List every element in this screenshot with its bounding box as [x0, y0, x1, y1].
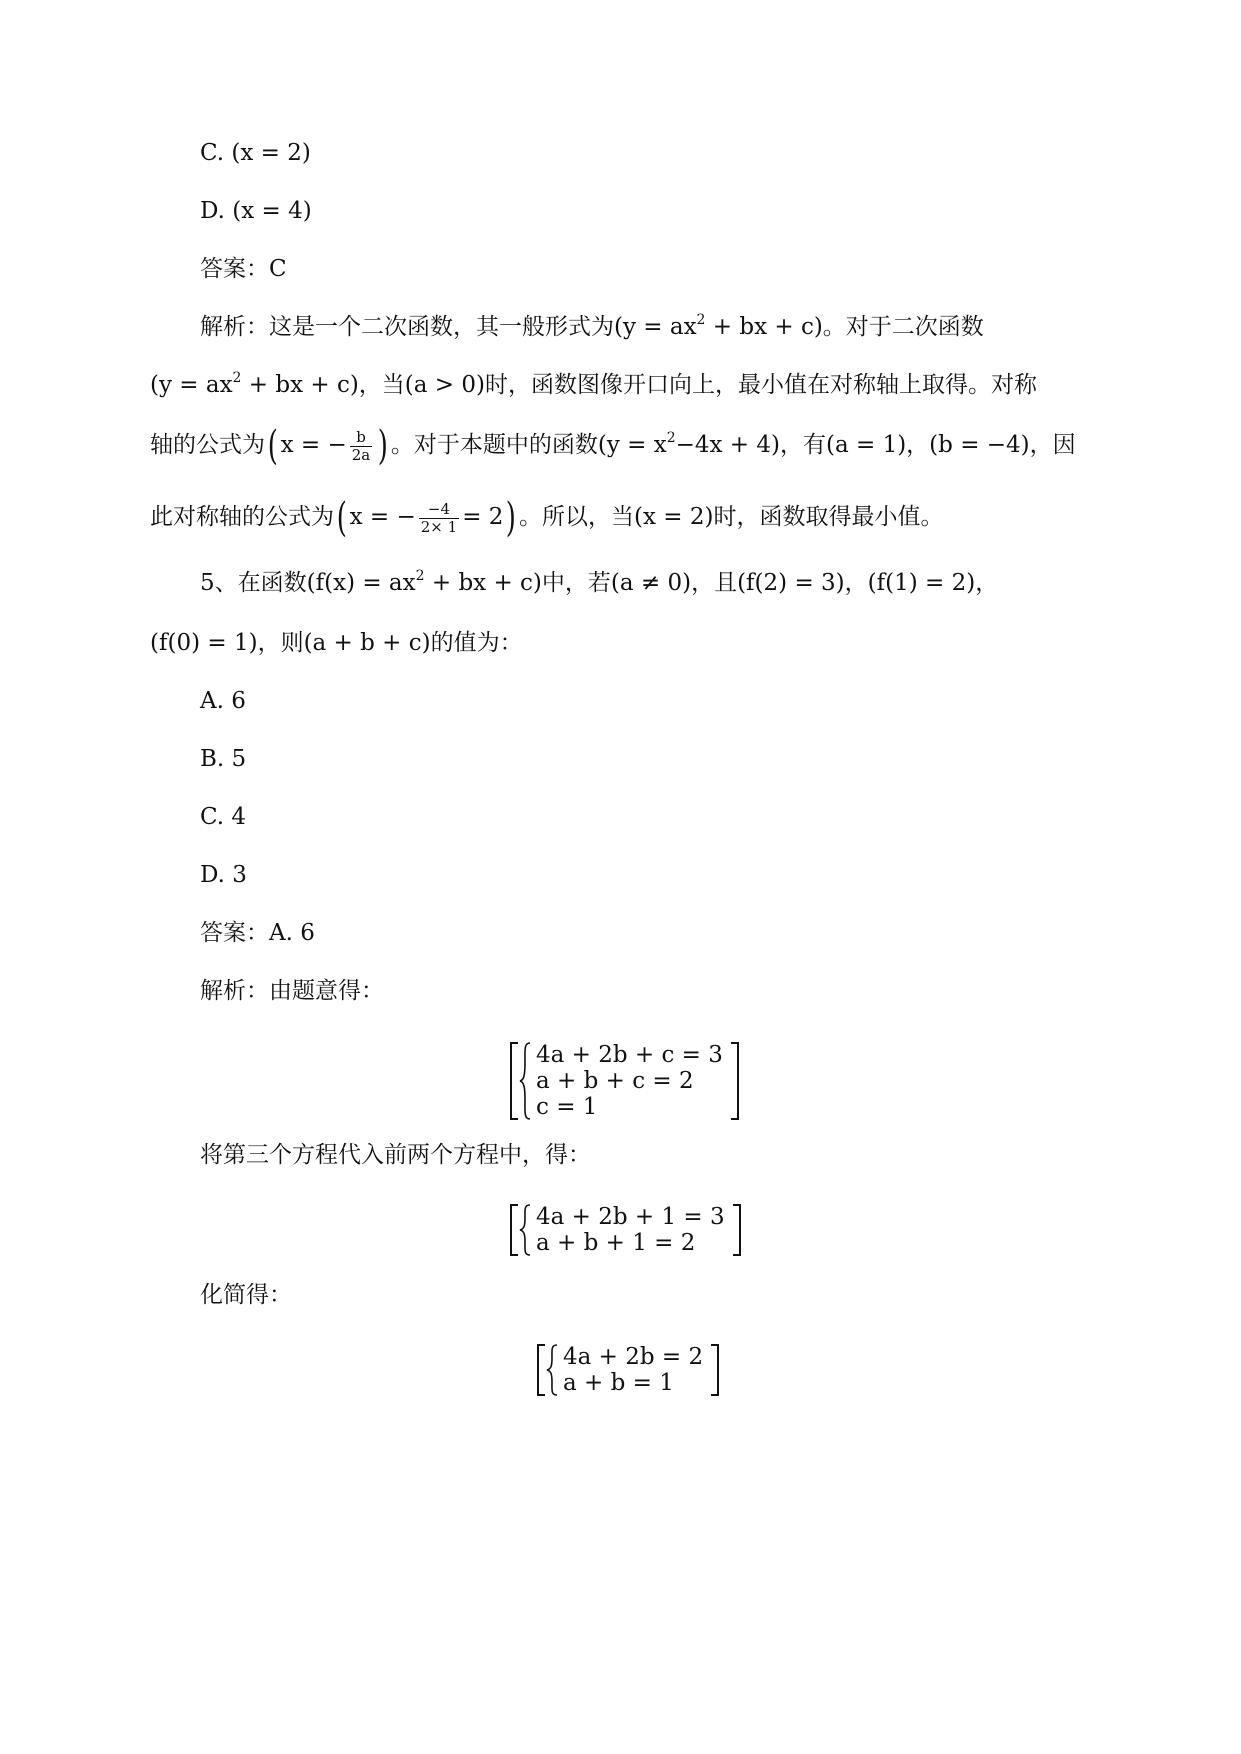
left-brace [519, 1204, 531, 1256]
paren-close: ) [377, 423, 389, 469]
step-text: 将第三个方程代入前两个方程中，得： [200, 1142, 591, 1168]
answer-line: 答案：C [200, 256, 287, 282]
equation: a + b + c = 2 [536, 1068, 694, 1094]
step-text: 化简得： [200, 1282, 292, 1308]
equation-system-3 [537, 1344, 719, 1396]
text: 5、在函数(f(x) = ax [200, 570, 416, 596]
question-5-stem-line-2: (f(0) = 1)，则(a + b + c)的值为： [150, 630, 523, 656]
equation: 4a + 2b + 1 = 3 [536, 1204, 725, 1230]
text: 解析：这是一个二次函数，其一般形式为(y = ax [200, 314, 697, 340]
explanation-line-4 [150, 495, 944, 541]
text: 。对于本题中的函数(y = x [390, 432, 667, 458]
text: = 2 [462, 504, 504, 530]
superscript: 2 [666, 430, 676, 446]
text: 。所以，当(x = 2)时，函数取得最小值。 [519, 504, 944, 530]
denominator: 2× 1 [420, 517, 458, 536]
explanation-line-1 [200, 310, 984, 344]
left-bracket [537, 1344, 545, 1396]
text: + bx + c)中，若(a ≠ 0)，且(f(2) = 3)，(f(1) = 2)， [424, 570, 999, 596]
equation: a + b = 1 [563, 1370, 674, 1396]
right-bracket [711, 1344, 719, 1396]
text: + bx + c)，当(a > 0)时，函数图像开口向上，最小值在对称轴上取得。对称 [241, 372, 1037, 398]
paren-open: ( [267, 423, 278, 469]
left-brace [519, 1042, 531, 1120]
equation-system-2 [510, 1204, 741, 1256]
explanation-line-3 [150, 423, 1076, 469]
equation: a + b + 1 = 2 [536, 1230, 696, 1256]
left-bracket [510, 1204, 518, 1256]
text: (y = ax [150, 372, 233, 398]
text: x = − [349, 504, 416, 530]
superscript: 2 [696, 312, 706, 328]
text: + bx + c)。对于二次函数 [705, 314, 984, 340]
explanation-line-2 [150, 368, 1037, 402]
equation-system-1 [510, 1042, 739, 1120]
superscript: 2 [415, 568, 425, 584]
text: −4x + 4)，有(a = 1)，(b = −4)，因 [675, 432, 1076, 458]
equation: c = 1 [536, 1094, 598, 1120]
option-b: B. 5 [200, 746, 247, 772]
fraction [350, 429, 373, 464]
equation: 4a + 2b + c = 3 [536, 1042, 723, 1068]
denominator: 2a [351, 445, 371, 464]
right-bracket [731, 1042, 739, 1120]
text: x = − [280, 432, 347, 458]
option-a: A. 6 [200, 688, 246, 714]
option-d: D. 3 [200, 862, 247, 888]
answer-line: 答案：A. 6 [200, 920, 315, 946]
numerator: b [350, 429, 373, 447]
superscript: 2 [232, 370, 242, 386]
right-bracket [733, 1204, 741, 1256]
left-bracket [510, 1042, 518, 1120]
paren-open: ( [336, 495, 347, 541]
paren-close: ) [506, 495, 517, 541]
option-d: D. (x = 4) [200, 198, 312, 224]
option-c: C. (x = 2) [200, 140, 311, 166]
explanation-intro: 解析：由题意得： [200, 978, 384, 1004]
text: 轴的公式为 [150, 432, 265, 458]
question-5-stem-line-1 [200, 566, 998, 600]
text: 此对称轴的公式为 [150, 504, 334, 530]
left-brace [546, 1344, 558, 1396]
option-c: C. 4 [200, 804, 247, 830]
numerator: −4 [419, 501, 459, 519]
fraction [419, 501, 459, 536]
equation: 4a + 2b = 2 [563, 1344, 704, 1370]
